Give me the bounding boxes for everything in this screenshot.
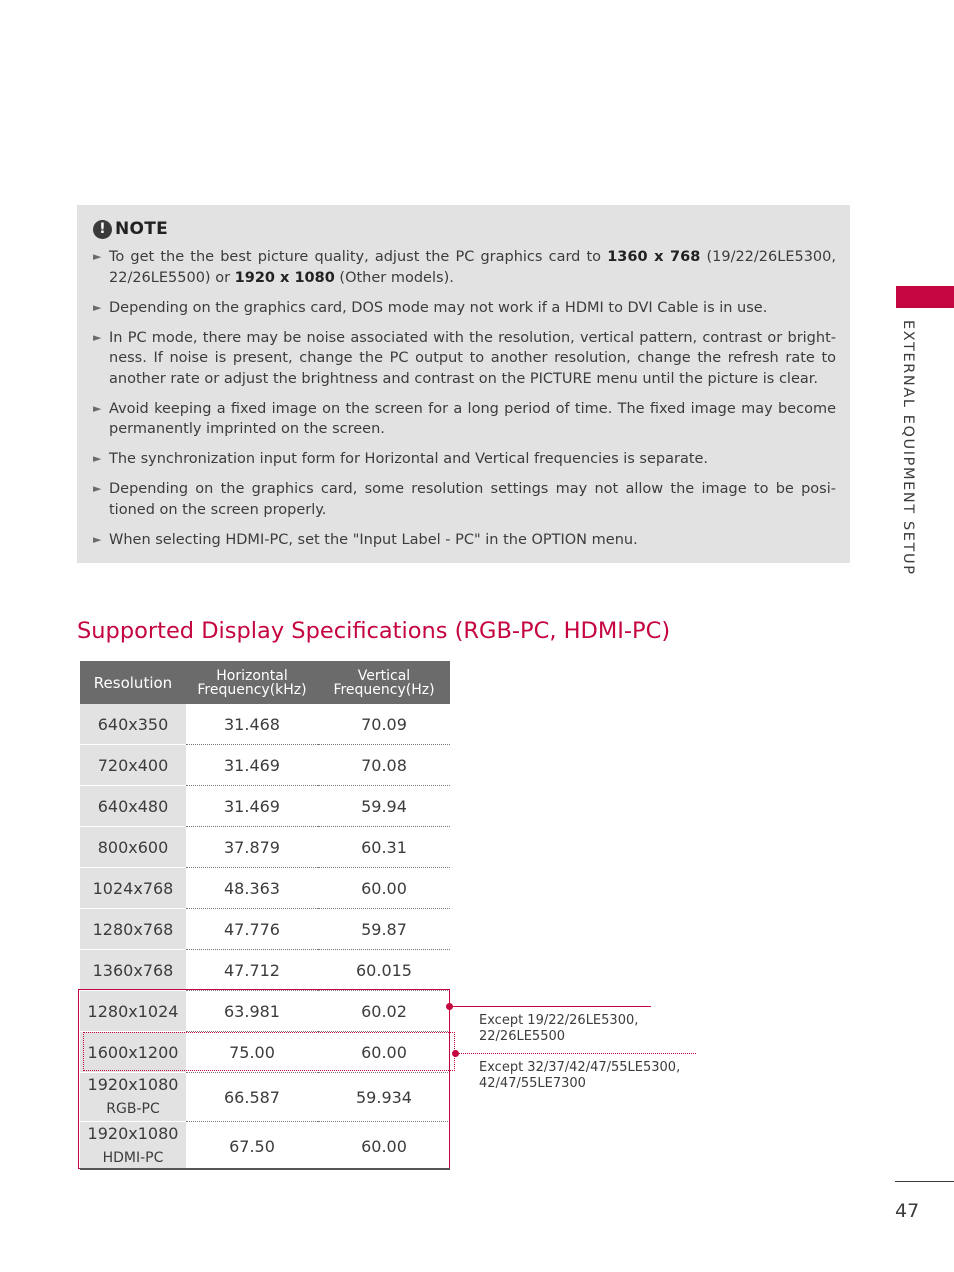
arrow-bullet-icon: ► [93,532,102,546]
callout-dot-solid [446,1003,453,1010]
note-item [93,247,836,288]
cell-horizontal-frequency: 63.981 [186,991,318,1032]
cell-resolution: 1360x768 [80,950,186,991]
note-item [93,530,836,551]
table-row [80,745,450,786]
table-row [80,704,450,745]
exclamation-icon: ! [93,220,112,239]
note-box [77,205,850,563]
note-header [93,215,836,243]
highlight-box-solid [78,989,450,1169]
cell-vertical-frequency: 70.08 [318,745,450,786]
cell-horizontal-frequency: 75.00 [186,1032,318,1073]
table-header-row [80,661,450,704]
page-number-rule [895,1181,954,1182]
cell-resolution: 1920x1080 HDMI-PC [80,1122,186,1171]
cell-vertical-frequency: 60.00 [361,1136,407,1156]
note-emphasis: 1360 x 768 [607,249,701,265]
table-row [80,827,450,868]
highlight-box-dotted [83,1032,455,1071]
note-item [93,449,836,470]
cell-vertical-frequency: 59.87 [318,909,450,950]
arrow-bullet-icon: ► [93,482,102,495]
arrow-bullet-icon: ► [93,330,102,344]
callout-line-solid [450,1006,651,1007]
cell-vertical-frequency: 60.00 [318,1032,450,1073]
note-title: NOTE [115,219,169,239]
note-emphasis: 1920 x 1080 [234,269,335,286]
page-number: 47 [895,1200,920,1222]
cell-horizontal-frequency: 31.468 [186,704,318,745]
cell-resolution: 1920x1080 RGB-PC [80,1073,186,1122]
header-vertical-frequency: Vertical Frequency(Hz) [318,661,450,704]
cell-resolution: 1600x1200 [80,1032,186,1073]
note-item [93,399,836,440]
header-resolution: Resolution [80,661,186,704]
cell-vertical-frequency: 70.09 [318,704,450,745]
note-item [93,479,836,520]
cell-horizontal-frequency: 48.363 [186,868,318,909]
exception-note-second: Except 32/37/42/47/55LE5300, 42/47/55LE7300 [479,1060,681,1091]
section-title: Supported Display Specifications (RGB-PC, HDMI-PC) [77,618,671,644]
note-item [93,298,836,319]
note-text: The synchronization input form for Horizontal and Vertical frequencies is separate. [109,451,709,467]
cell-resolution: 1280x768 [80,909,186,950]
note-text: When selecting HDMI-PC, set the "Input Label - PC" in the OPTION menu. [109,531,638,548]
cell-vertical-frequency: 59.94 [318,786,450,827]
callout-line-dotted [456,1053,696,1054]
cell-resolution: 640x480 [80,786,186,827]
note-item [93,328,836,390]
callout-dot-dotted [452,1050,459,1057]
arrow-bullet-icon: ► [93,300,102,314]
cell-resolution: 640x350 [80,704,186,745]
note-list [93,247,836,550]
cell-resolution: 720x400 [80,745,186,786]
cell-horizontal-frequency: 66.587 [186,1073,318,1122]
table-row [80,909,450,950]
cell-horizontal-frequency: 47.712 [186,950,318,991]
cell-resolution: 1280x1024 [80,991,186,1032]
side-section-label: EXTERNAL EQUIPMENT SETUP [900,320,916,576]
table-row [80,950,450,991]
note-text: In PC mode, there may be noise associated with the resolution, vertical pattern, contrast or bright-ness. If noise is present, change the PC output to another resolution, change the refresh rate to another rate or adjust the brightness and contrast on the PICTURE menu until the picture is clear. [109,329,836,387]
section-tab-marker [896,286,954,308]
table-bottom-rule [80,1168,450,1170]
table-row [80,786,450,827]
cell-vertical-frequency: 59.934 [318,1073,450,1122]
cell-vertical-frequency: 60.015 [318,950,450,991]
note-text: To get the the best picture quality, adjust the PC graphics card to [109,249,608,265]
note-text: Depending on the graphics card, some resolution settings may not allow the image to be posi-tioned on the screen properly. [109,481,836,518]
arrow-bullet-icon: ► [93,452,102,465]
note-text: Avoid keeping a fixed image on the screen for a long period of time. The fixed image may become permanently imprinted on the screen. [109,400,836,437]
arrow-bullet-icon: ► [93,250,102,263]
note-text: Depending on the graphics card, DOS mode may not work if a HDMI to DVI Cable is in use. [109,299,768,316]
cell-horizontal-frequency: 67.50 [229,1136,275,1156]
cell-resolution: 1024x768 [80,868,186,909]
note-text: (Other models). [334,269,454,286]
table-row [80,868,450,909]
cell-horizontal-frequency: 31.469 [186,745,318,786]
arrow-bullet-icon: ► [93,401,102,415]
note-text: (19/22/26LE5300, 22/26LE5500) or [109,249,836,286]
cell-resolution: 800x600 [80,827,186,868]
cell-vertical-frequency: 60.02 [318,991,450,1032]
cell-horizontal-frequency: 47.776 [186,909,318,950]
exception-note-first: Except 19/22/26LE5300, 22/26LE5500 [479,1013,639,1044]
cell-horizontal-frequency: 31.469 [186,786,318,827]
cell-vertical-frequency: 60.00 [318,868,450,909]
header-horizontal-frequency: Horizontal Frequency(kHz) [186,661,318,704]
cell-horizontal-frequency: 37.879 [186,827,318,868]
cell-vertical-frequency: 60.31 [318,827,450,868]
